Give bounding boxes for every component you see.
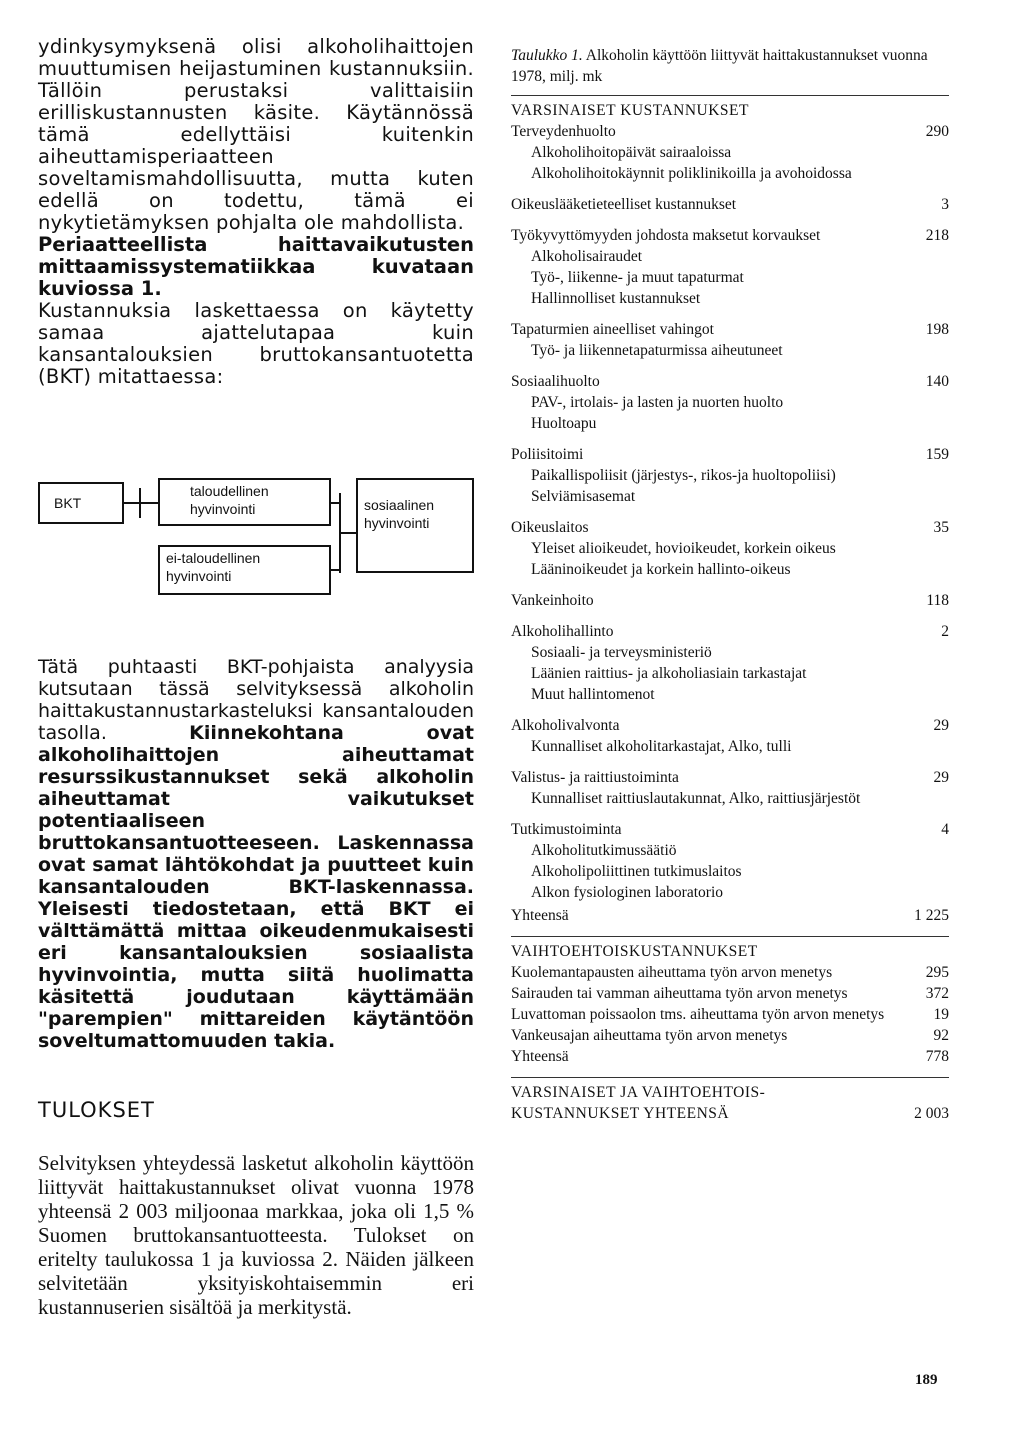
cost-subitem: Työ- ja liikennetapaturmissa aiheutuneet (531, 342, 783, 359)
results-paragraph: Selvityksen yhteydessä lasketut alkoholin käyttöön liittyvät haittakustannukset olivat vuonna 1978 yhteensä 2 003 miljoonaa markkaa, joka oli 1,5 % Suomen bruttokansantuotteesta. Tulokset on eritelty taulukossa 1 ja kuviossa 2. Näiden jälkeen selvitetään yksityiskohtaisemmin eri kustannuserien sisältöä ja merkitystä. (38, 1151, 474, 1319)
table-caption: Taulukko 1. Alkoholin käyttöön liittyvät haittakustannukset vuonna 1978, milj. mk (511, 47, 928, 85)
cost-groups (511, 121, 949, 903)
cost-subitem: Lääninoikeudet ja korkein hallinto-oikeus (531, 561, 791, 578)
cost-subitem: Alkoholisairaudet (531, 248, 643, 265)
cost-subitem: Alkon fysiologinen laboratorio (531, 884, 723, 901)
alt-cost-row: Kuolemantapausten aiheuttama työn arvon menetys 295 (511, 964, 949, 981)
cost-subitem: Yleiset alioikeudet, hovioikeudet, korkein oikeus (531, 540, 836, 557)
paragraph-analysis: Tätä puhtaasti BKT-pohjaista analyysia kutsutaan tässä selvityksessä alkoholin haittakustannustarkasteluksi kansantalouden tasolla. Kiinnekohtana ovat alkoholihaittojen aiheuttamat resurssikustannukset sekä alkoholin aiheuttamat vaikutukset potentiaaliseen bruttokansantuotteeseen. Laskennassa ovat samat lähtökohdat ja puutteet kuin kansantalouden BKT-laskennassa. Yleisesti tiedostetaan, että BKT ei välttämättä mittaa oikeudenmukaisesti eri kansantalouksien sosiaalista hyvinvointia, mutta siitä huolimatta käsitettä joudutaan käyttämään "parempien" mittareiden käytäntöön soveltumattomuuden takia. (38, 656, 474, 1052)
divider (511, 1077, 949, 1078)
grand-total-row: VARSINAISET JA VAIHTOEHTOIS-KUSTANNUKSET YHTEENSÄ 2 003 (511, 1084, 949, 1122)
cost-row: Poliisitoimi 159 (511, 446, 949, 463)
cost-row: Terveydenhuolto 290 (511, 123, 949, 140)
cost-group (511, 517, 949, 580)
cost-subitem: Sosiaali- ja terveysministeriö (531, 644, 712, 661)
cost-subitem: Paikallispoliisit (järjestys-, rikos-ja huoltopoliisi) (531, 467, 836, 484)
cost-row: Alkoholivalvonta 29 (511, 717, 949, 734)
cost-row: Valistus- ja raittiustoiminta 29 (511, 769, 949, 786)
cost-subitem: Alkoholihoitokäynnit poliklinikoilla ja avohoidossa (531, 165, 852, 182)
divider (511, 95, 949, 96)
cost-subitem: Läänien raittius- ja alkoholiasiain tarkastajat (531, 665, 807, 682)
cost-group (511, 819, 949, 903)
cost-subitem: Alkoholitutkimussäätiö (531, 842, 677, 859)
cost-group (511, 194, 949, 215)
cost-subitem: Alkoholipoliittinen tutkimuslaitos (531, 863, 742, 880)
cost-group (511, 225, 949, 309)
cost-group (511, 121, 949, 184)
left-column-upper (38, 36, 474, 388)
section-title-alternative: VAIHTOEHTOISKUSTANNUKSET (511, 943, 758, 960)
alt-rows (511, 962, 949, 1046)
total-row: Yhteensä 778 (511, 1048, 949, 1065)
box-ei-taloudellinen: ei-taloudellinen hyvinvointi (158, 545, 331, 595)
alt-cost-row: Luvattoman poissaolon tms. aiheuttama työn arvon menetys 19 (511, 1006, 949, 1023)
cost-group (511, 371, 949, 434)
cost-row: Tutkimustoiminta 4 (511, 821, 949, 838)
cost-row: Sosiaalihuolto 140 (511, 373, 949, 390)
cost-subitem: Alkoholihoitopäivät sairaaloissa (531, 144, 732, 161)
cost-group (511, 767, 949, 809)
cost-subitem: Muut hallintomenot (531, 686, 655, 703)
cost-subitem: Huoltoapu (531, 415, 597, 432)
box-sosiaalinen: sosiaalinen hyvinvointi (356, 478, 474, 573)
alt-cost-row: Sairauden tai vamman aiheuttama työn arvon menetys 372 (511, 985, 949, 1002)
box-bkt: BKT (38, 482, 124, 524)
cost-group (511, 715, 949, 757)
paragraph-intro: ydinkysymyksenä olisi alkoholihaittojen muuttumisen heijastuminen kustannuksiin. Tällöin perustaksi valittaisiin erilliskustannusten käsite. Käytännössä tämä edellyttäisi kuitenkin aiheuttamisperiaatteen soveltamismahdollisuutta, mutta kuten edellä on todettu, tämä ei nykytietämyksen pohjalta ole mahdollista. (38, 35, 474, 234)
box-taloudellinen: taloudellinen hyvinvointi (158, 478, 331, 526)
cost-row: Alkoholihallinto 2 (511, 623, 949, 640)
cost-row: Oikeuslääketieteelliset kustannukset 3 (511, 196, 949, 213)
cost-subitem: Kunnalliset alkoholitarkastajat, Alko, tulli (531, 738, 792, 755)
section-title-actual: VARSINAISET KUSTANNUKSET (511, 102, 749, 119)
cost-table (511, 45, 949, 1124)
paragraph-figure-ref: Periaatteellista haittavaikutusten mittaamissystematiikkaa kuvataan kuviossa 1. (38, 233, 474, 300)
cost-subitem: PAV-, irtolais- ja lasten ja nuorten huolto (531, 394, 784, 411)
cost-row: Tapaturmien aineelliset vahingot 198 (511, 321, 949, 338)
cost-group (511, 319, 949, 361)
cost-group (511, 590, 949, 611)
total-row: Yhteensä 1 225 (511, 907, 949, 924)
cost-subitem: Hallinnolliset kustannukset (531, 290, 701, 307)
divider (511, 936, 949, 937)
cost-group (511, 621, 949, 705)
cost-row: Oikeuslaitos 35 (511, 519, 949, 536)
section-heading-tulokset: TULOKSET (38, 1098, 155, 1122)
cost-subitem: Selviämisasemat (531, 488, 636, 505)
cost-group (511, 444, 949, 507)
left-column-lower (38, 656, 474, 1052)
paragraph-gdp: Kustannuksia laskettaessa on käytetty samaa ajattelutapaa kuin kansantalouksien bruttokansantuotetta (BKT) mitattaessa: (38, 299, 474, 388)
alt-cost-row: Vankeusajan aiheuttama työn arvon menetys 92 (511, 1027, 949, 1044)
page-number: 189 (915, 1372, 938, 1388)
cost-subitem: Kunnalliset raittiuslautakunnat, Alko, raittiusjärjestöt (531, 790, 861, 807)
cost-subitem: Työ-, liikenne- ja muut tapaturmat (531, 269, 744, 286)
cost-row: Vankeinhoito 118 (511, 592, 949, 609)
figure-diagram (38, 478, 478, 603)
cost-row: Työkyvyttömyyden johdosta maksetut korvaukset 218 (511, 227, 949, 244)
